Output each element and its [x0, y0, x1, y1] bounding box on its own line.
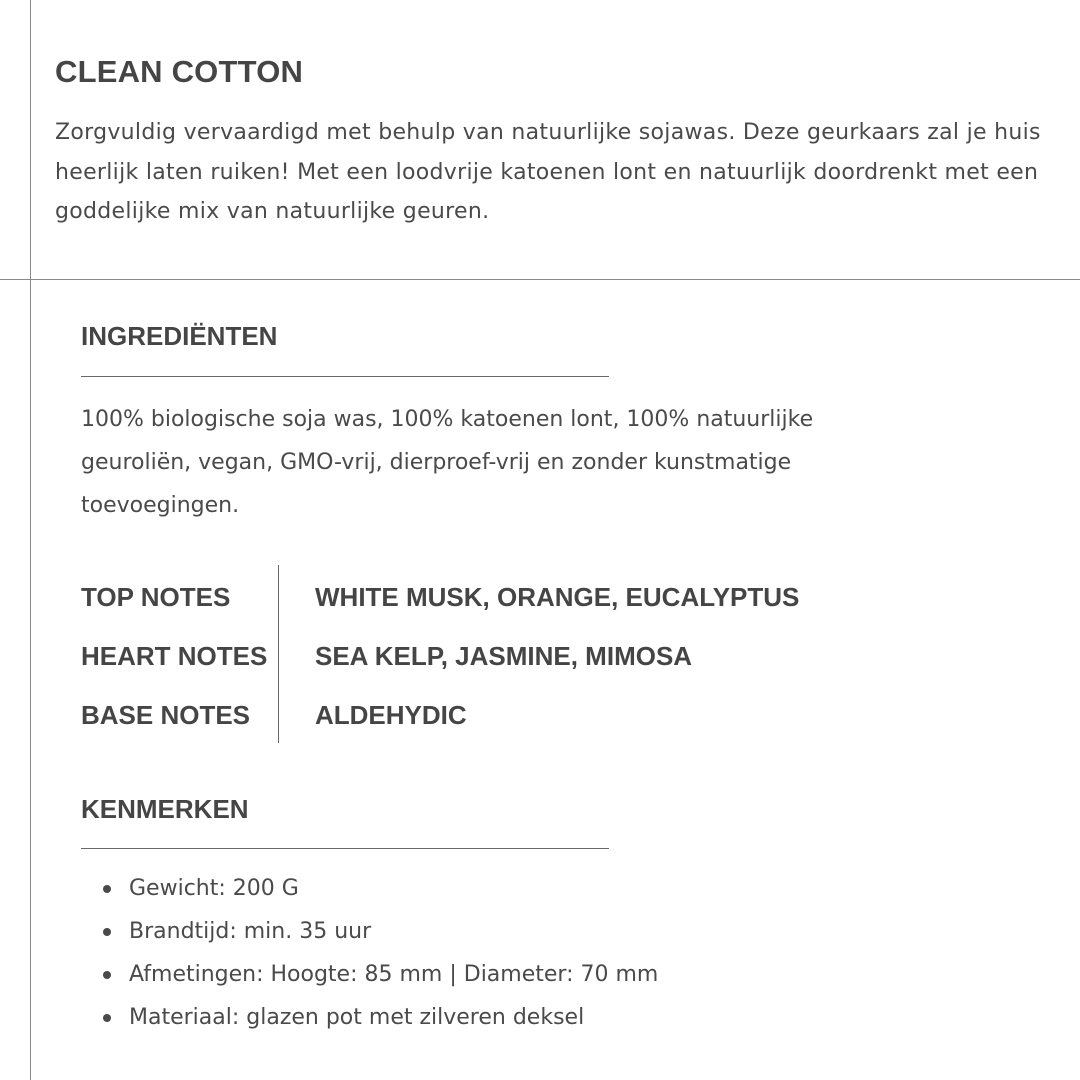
- list-item: [81, 996, 658, 1039]
- heart-notes-value: SEA KELP, JASMINE, MIMOSA: [315, 641, 693, 671]
- section-divider-line: [0, 279, 1080, 280]
- features-underline: [81, 848, 609, 849]
- base-notes-label: BASE NOTES: [81, 700, 251, 730]
- feature-text: Brandtijd: min. 35 uur: [129, 919, 372, 944]
- ingredients-line: geuroliën, vegan, GMO-vrij, dierproef-vrij en zonder kunstmatige: [81, 450, 792, 475]
- heart-notes-label: HEART NOTES: [81, 641, 268, 671]
- ingredients-line: toevoegingen.: [81, 493, 240, 518]
- ingredients-underline: [81, 376, 609, 377]
- bullet-icon: [103, 1014, 111, 1022]
- feature-text: Afmetingen: Hoogte: 85 mm | Diameter: 70 mm: [129, 962, 659, 987]
- feature-text: Gewicht: 200 G: [129, 876, 299, 901]
- features-list: [81, 867, 658, 1039]
- list-item: [81, 867, 658, 910]
- feature-text: Materiaal: glazen pot met zilveren deksel: [129, 1005, 585, 1030]
- list-item: [81, 910, 658, 953]
- product-description: Zorgvuldig vervaardigd met behulp van natuurlijke sojawas. Deze geurkaars zal je huis heerlijk laten ruiken! Met een loodvrije katoenen lont en natuurlijk doordrenkt met een goddelijke mix van natuurlijke geuren.: [55, 120, 1041, 224]
- bullet-icon: [103, 928, 111, 936]
- top-notes-value: WHITE MUSK, ORANGE, EUCALYPTUS: [315, 582, 800, 612]
- product-title: CLEAN COTTON: [55, 54, 304, 89]
- top-notes-label: TOP NOTES: [81, 582, 231, 612]
- base-notes-value: ALDEHYDIC: [315, 700, 467, 730]
- ingredients-text: [81, 398, 881, 527]
- features-heading: KENMERKEN: [81, 794, 249, 824]
- bullet-icon: [103, 971, 111, 979]
- ingredients-heading: INGREDIËNTEN: [81, 321, 278, 351]
- list-item: [81, 953, 658, 996]
- left-border-line: [30, 0, 31, 1080]
- bullet-icon: [103, 885, 111, 893]
- ingredients-line: 100% biologische soja was, 100% katoenen lont, 100% natuurlijke: [81, 407, 814, 432]
- notes-divider: [278, 565, 279, 743]
